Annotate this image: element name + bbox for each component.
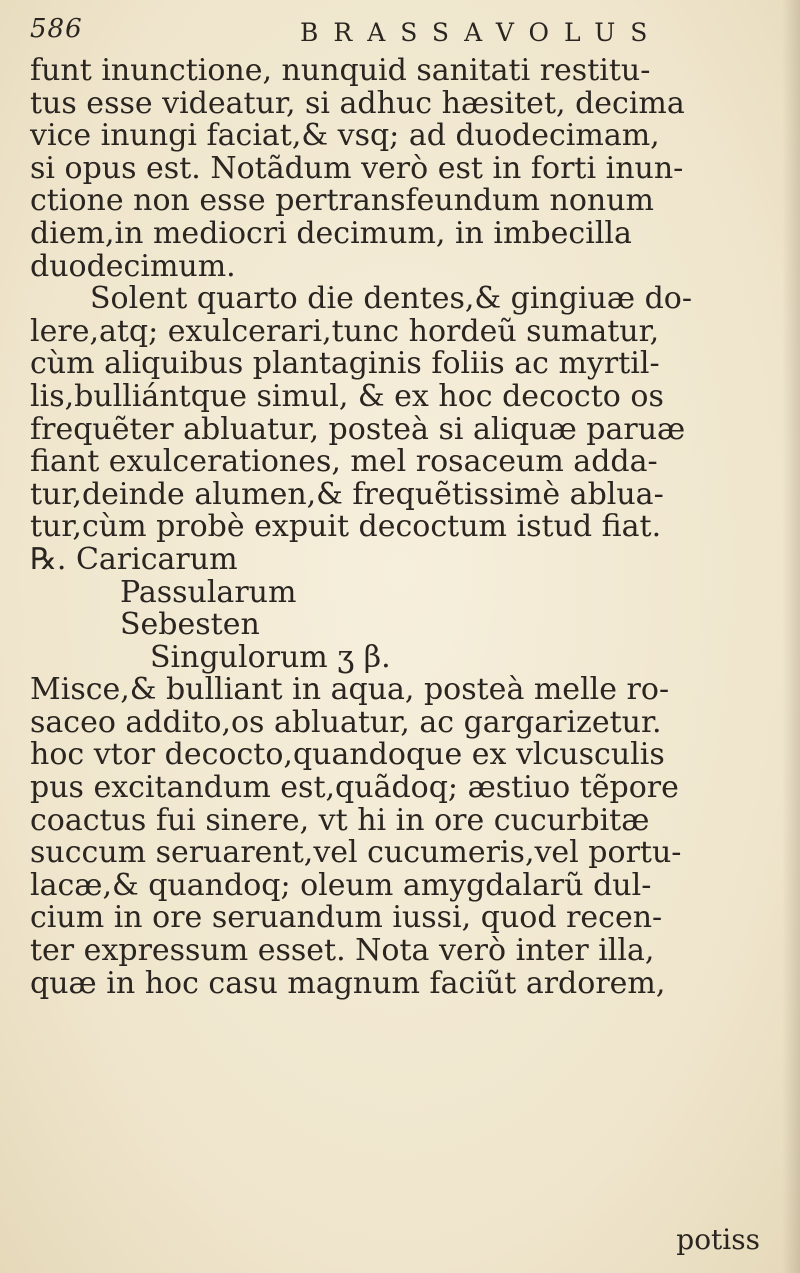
text-line: pus excitandum est,quãdoq; æstiuo tẽpore: [30, 770, 679, 806]
paragraph-start-line: Solent quarto die dentes,& gingiuæ do-: [90, 281, 693, 317]
text-line: hoc vtor decocto,quandoque ex vlcusculis: [30, 737, 665, 773]
text-line: saceo addito,os abluatur, ac gargarizetur.: [30, 704, 662, 740]
text-line: tur,deinde alumen,& frequẽtissimè ablua-: [30, 476, 664, 512]
text-line: tur,cùm probè expuit decoctum istud fiat.: [30, 509, 662, 545]
text-line: succum seruarent,vel cucumeris,vel portu-: [30, 835, 682, 871]
text-line: cium in ore seruandum iussi, quod recen-: [30, 900, 663, 936]
text-line: cùm aliquibus plantaginis foliis ac myrtil-: [30, 346, 660, 382]
text-line: lis,bulliántque simul, & ex hoc decocto os: [30, 378, 664, 414]
text-line: lacæ,& quandoq; oleum amygdalarũ dul-: [30, 867, 652, 903]
text-line: fiant exulcerationes, mel rosaceum adda-: [30, 444, 658, 480]
recipe-line: Singulorum ʒ β.: [150, 639, 391, 675]
recipe-line: Passularum: [120, 574, 297, 610]
catchword: potiss: [676, 1223, 760, 1256]
page-edge-shadow: [782, 0, 800, 1273]
page-number: 586: [30, 14, 83, 44]
text-line: vice inungi faciat,& vsq; ad duodecimam,: [30, 118, 660, 154]
text-line: coactus fui sinere, vt hi in ore cucurbitæ: [30, 802, 650, 838]
text-line: funt inunctione, nunquid sanitati restitu-: [30, 53, 651, 88]
body-text: [30, 55, 770, 1000]
text-line: frequẽter abluatur, posteà si aliquæ paruæ: [30, 411, 686, 447]
text-line: lere,atq; exulcerari,tunc hordeũ sumatur,: [30, 313, 660, 349]
text-line: ter expressum esset. Nota verò inter illa,: [30, 933, 655, 969]
running-head: BRASSAVOLUS: [300, 18, 663, 47]
text-line: tus esse videatur, si adhuc hæsitet, decima: [30, 85, 685, 121]
text-line: si opus est. Notãdum verò est in forti inun-: [30, 150, 684, 186]
text-line: Misce,& bulliant in aqua, posteà melle ro-: [30, 672, 670, 708]
recipe-line: ℞. Caricarum: [30, 541, 238, 577]
text-line: ctione non esse pertransfeundum nonum: [30, 183, 654, 219]
recipe-line: Sebesten: [120, 607, 260, 643]
text-line: quæ in hoc casu magnum faciũt ardorem,: [30, 965, 666, 1001]
text-line: diem,in mediocri decimum, in imbecilla: [30, 215, 632, 251]
text-line: duodecimum.: [30, 248, 236, 284]
